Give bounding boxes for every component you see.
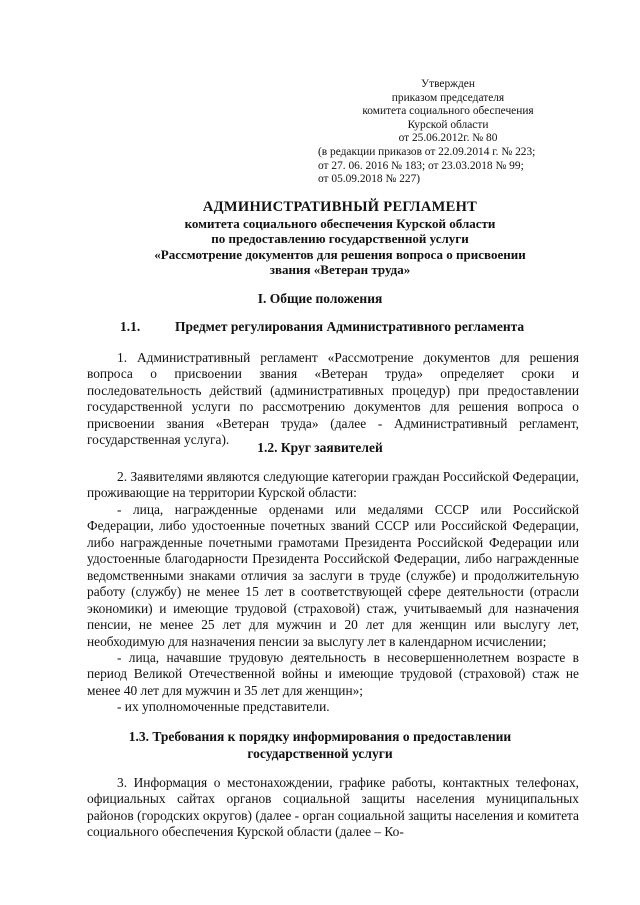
paragraph-3 bbox=[87, 775, 579, 841]
title-line-2: комитета социального обеспечения Курской области bbox=[184, 215, 496, 231]
subsection-title-1-3 bbox=[0, 728, 640, 762]
approval-line-1: Утвержден bbox=[421, 78, 475, 90]
paragraph-1 bbox=[87, 350, 579, 449]
subsection-title-1-3-line-2: государственной услуги bbox=[247, 746, 393, 761]
paragraph-2 bbox=[87, 469, 579, 716]
title-line-4: «Рассмотрение документов для решения вопроса о присвоении bbox=[154, 246, 526, 262]
title-line-5: звания «Ветеран труда» bbox=[269, 262, 411, 278]
paragraph-2-item-2: - лица, начавшие трудовую деятельность в несовершеннолетнем возрасте в период Великой Отечественной войны и имеющие трудовой (страховой) стаж не менее 40 лет для мужчин и 35 лет для женщин»; bbox=[87, 649, 579, 698]
subsection-number-1-1: 1.1. bbox=[120, 319, 141, 334]
paragraph-3-text: 3. Информация о местонахождении, графике работы, контактных телефонах, официальных сайтах органов социальной защиты населения муниципальных районов (городских округов) (далее - орган социальной защиты населения и комитета социального обеспечения Курской области (далее – Ко- bbox=[87, 775, 579, 840]
paragraph-2-intro: 2. Заявителями являются следующие категории граждан Российской Федерации, проживающие на территории Курской области: bbox=[87, 469, 579, 501]
paragraph-1-text: 1. Административный регламент «Рассмотрение документов для решения вопроса о присвоении звания «Ветеран труда» определяет сроки и последовательность действий (административных процедур) при предоставлении государственной услуги по рассмотрению документов для решения вопроса о присвоении звания «Ветеран труда» (далее - Административный регламент, государственная услуга). bbox=[87, 350, 579, 448]
subsection-title-1-2: 1.2. Круг заявителей bbox=[257, 440, 383, 455]
approval-stamp bbox=[318, 78, 608, 187]
subsection-title-1-3-line-1: 1.3. Требования к порядку информирования о предоставлении bbox=[128, 729, 512, 744]
approval-line-8: от 05.09.2018 № 227) bbox=[318, 173, 421, 186]
approval-line-5: от 25.06.2012г. № 80 bbox=[398, 132, 498, 145]
approval-line-3: комитета социального обеспечения bbox=[362, 105, 534, 118]
title-main: АДМИНИСТРАТИВНЫЙ РЕГЛАМЕНТ bbox=[202, 199, 478, 215]
paragraph-2-item-3: - их уполномоченные представители. bbox=[117, 699, 330, 715]
paragraph-2-item-1: - лица, награжденные орденами или медалями СССР или Российской Федерации, либо удостоенные почетных званий СССР или Российской Федерации, либо награжденные почетными грамотами Президента Российской Федерации или удостоенные благодарности Президента Российской Федерации, либо награжденные ведомственными знаками отличия за заслуги в труде (службе) и продолжительную работу (службу) не менее 15 лет в соответствующей сфере деятельности (отрасли экономики) и имеющие трудовой (страховой) стаж, учитываемый для назначения пенсии, не менее 25 лет для мужчин и 20 лет для женщин или выслугу лет, необходимую для назначения пенсии за выслугу лет в календарном исчислении; bbox=[87, 501, 579, 649]
approval-line-7: от 27. 06. 2016 № 183; от 23.03.2018 № 99; bbox=[318, 159, 524, 172]
approval-line-2: приказом председателя bbox=[391, 91, 505, 104]
document-title bbox=[120, 200, 560, 278]
section-heading-general: I. Общие положения bbox=[257, 291, 383, 306]
approval-line-4: Курской области bbox=[407, 118, 489, 131]
approval-line-6: (в редакции приказов от 22.09.2014 г. № 223; bbox=[318, 145, 536, 158]
title-line-3: по предоставлению государственной услуги bbox=[211, 231, 469, 247]
subsection-title-1-1: Предмет регулирования Административного регламента bbox=[175, 319, 525, 334]
